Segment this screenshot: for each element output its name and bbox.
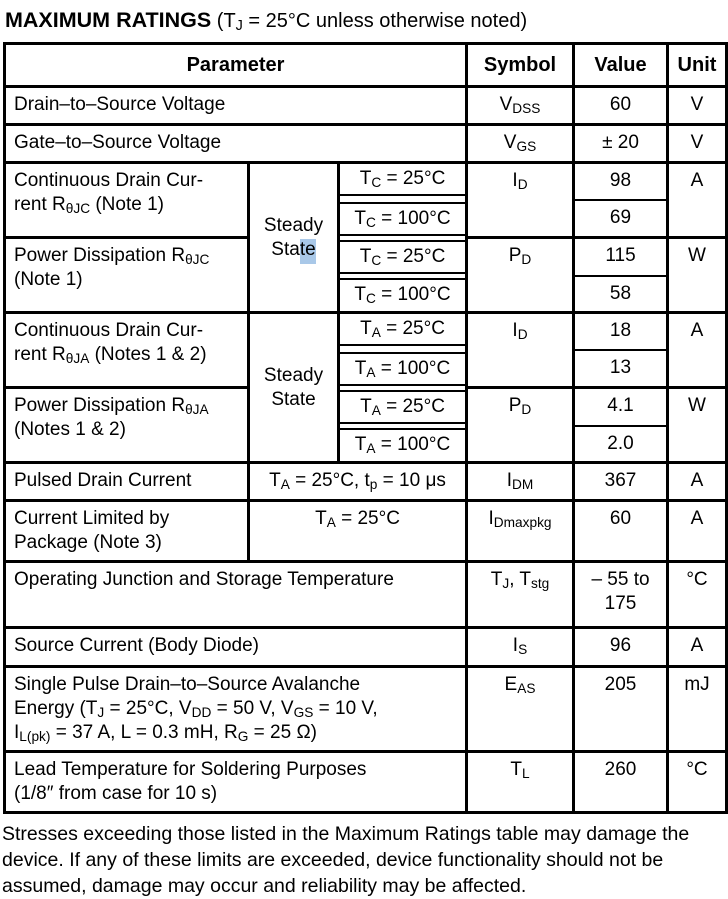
symbol-cell: $I_S$ — [467, 628, 574, 667]
condition-cell: $T_A = 25^\circ C$, $t_p = 10$ μs — [249, 463, 467, 501]
param-cell: Lead Temperature for Soldering Purposes (1/8″ from case for 10 s) — [5, 752, 467, 813]
param-cell: Current Limited by Package (Note 3) — [5, 501, 249, 562]
value-cell: ± 20 — [574, 125, 668, 163]
value-cell: 98 — [574, 163, 668, 200]
symbol-cell: $I_{Dmaxpkg}$ — [467, 501, 574, 562]
condition-cell: $T_C = 100^\circ C$ — [339, 276, 467, 313]
page-title — [0, 0, 728, 42]
param-cell: Continuous Drain Cur- rent $R_{\theta JC}$ (Note 1) — [5, 163, 249, 238]
symbol-cell: $E_{AS}$ — [467, 667, 574, 752]
value-cell: 367 — [574, 463, 668, 501]
value-cell: 4.1 — [574, 388, 668, 426]
row-idm — [5, 463, 727, 501]
symbol-cell: $P_D$ — [467, 238, 574, 313]
steady-state-cell: Steady State — [249, 163, 339, 313]
row-tl — [5, 752, 727, 813]
condition-cell: $T_C = 25^\circ C$ — [339, 238, 467, 276]
unit-cell: A — [668, 628, 727, 667]
value-cell: 60 — [574, 501, 668, 562]
condition-cell: $T_A = 25^\circ C$ — [339, 388, 467, 426]
row-id-ja-25 — [5, 313, 727, 350]
unit-cell: °C — [668, 562, 727, 628]
param-cell: Drain–to–Source Voltage — [5, 87, 467, 125]
condition-cell: $T_C = 100^\circ C$ — [339, 200, 467, 238]
footnote: Stresses exceeding those listed in the Maximum Ratings table may damage the device. If any of these limits are exceeded, device functionality should not be assumed, damage may occur and reliability may be affected. — [2, 823, 690, 897]
row-eas — [5, 667, 727, 752]
condition-cell: $T_A = 25^\circ C$ — [339, 313, 467, 350]
symbol-cell: $V_{GS}$ — [467, 125, 574, 163]
header-unit: Unit — [668, 44, 727, 87]
row-id-jc-25 — [5, 163, 727, 200]
param-cell: Power Dissipation $R_{\theta JC}$ (Note 1) — [5, 238, 249, 313]
condition-cell: $T_A = 100^\circ C$ — [339, 350, 467, 388]
unit-cell: mJ — [668, 667, 727, 752]
symbol-cell: $T_L$ — [467, 752, 574, 813]
condition-cell: $T_A = 100^\circ C$ — [339, 426, 467, 463]
unit-cell: W — [668, 388, 727, 463]
symbol-cell: $V_{DSS}$ — [467, 87, 574, 125]
condition-cell: $T_C = 25^\circ C$ — [339, 163, 467, 200]
param-cell: Operating Junction and Storage Temperature — [5, 562, 467, 628]
unit-cell: A — [668, 501, 727, 562]
steady-state-cell: Steady State — [249, 313, 339, 463]
unit-cell: A — [668, 463, 727, 501]
value-cell: 58 — [574, 276, 668, 313]
value-cell: 115 — [574, 238, 668, 276]
param-cell: Continuous Drain Cur- rent $R_{\theta JA}$ (Notes 1 & 2) — [5, 313, 249, 388]
maximum-ratings-table — [3, 42, 728, 814]
value-cell: 18 — [574, 313, 668, 350]
symbol-cell: $P_D$ — [467, 388, 574, 463]
header-value: Value — [574, 44, 668, 87]
unit-cell: A — [668, 163, 727, 238]
row-tj-tstg — [5, 562, 727, 628]
param-cell: Source Current (Body Diode) — [5, 628, 467, 667]
unit-cell: A — [668, 313, 727, 388]
row-is — [5, 628, 727, 667]
param-cell: Gate–to–Source Voltage — [5, 125, 467, 163]
header-symbol: Symbol — [467, 44, 574, 87]
param-cell: Single Pulse Drain–to–Source Avalanche Energy ($T_J = 25^\circ C$, $V_{DD} = 50$ V, $V_{GS} = 10$ V, $I_{L(pk)} = 37$ A, L = 0.3 mH, $R_G = 25$ Ω) — [5, 667, 467, 752]
param-cell: Pulsed Drain Current — [5, 463, 249, 501]
row-pd-jc-25 — [5, 238, 727, 276]
value-cell: 60 — [574, 87, 668, 125]
value-cell: 69 — [574, 200, 668, 238]
row-vgs — [5, 125, 727, 163]
value-cell: 13 — [574, 350, 668, 388]
header-row — [5, 44, 727, 87]
value-cell: 260 — [574, 752, 668, 813]
symbol-cell: $T_J$, $T_{stg}$ — [467, 562, 574, 628]
symbol-cell: $I_{DM}$ — [467, 463, 574, 501]
condition-cell: $T_A = 25^\circ C$ — [249, 501, 467, 562]
unit-cell: V — [668, 87, 727, 125]
unit-cell: °C — [668, 752, 727, 813]
unit-cell: W — [668, 238, 727, 313]
value-cell: 2.0 — [574, 426, 668, 463]
title-maximum-ratings: MAXIMUM RATINGS — [5, 8, 212, 32]
value-cell: – 55 to 175 — [574, 562, 668, 628]
value-cell: 205 — [574, 667, 668, 752]
param-cell: Power Dissipation $R_{\theta JA}$ (Notes 1 & 2) — [5, 388, 249, 463]
value-cell: 96 — [574, 628, 668, 667]
unit-cell: V — [668, 125, 727, 163]
row-idmaxpkg — [5, 501, 727, 562]
row-vdss — [5, 87, 727, 125]
row-pd-ja-25 — [5, 388, 727, 426]
symbol-cell: $I_D$ — [467, 163, 574, 238]
header-parameter: Parameter — [5, 44, 467, 87]
symbol-cell: $I_D$ — [467, 313, 574, 388]
title-condition: ($T_J = 25^\circ C$ unless otherwise noted) — [211, 10, 528, 35]
